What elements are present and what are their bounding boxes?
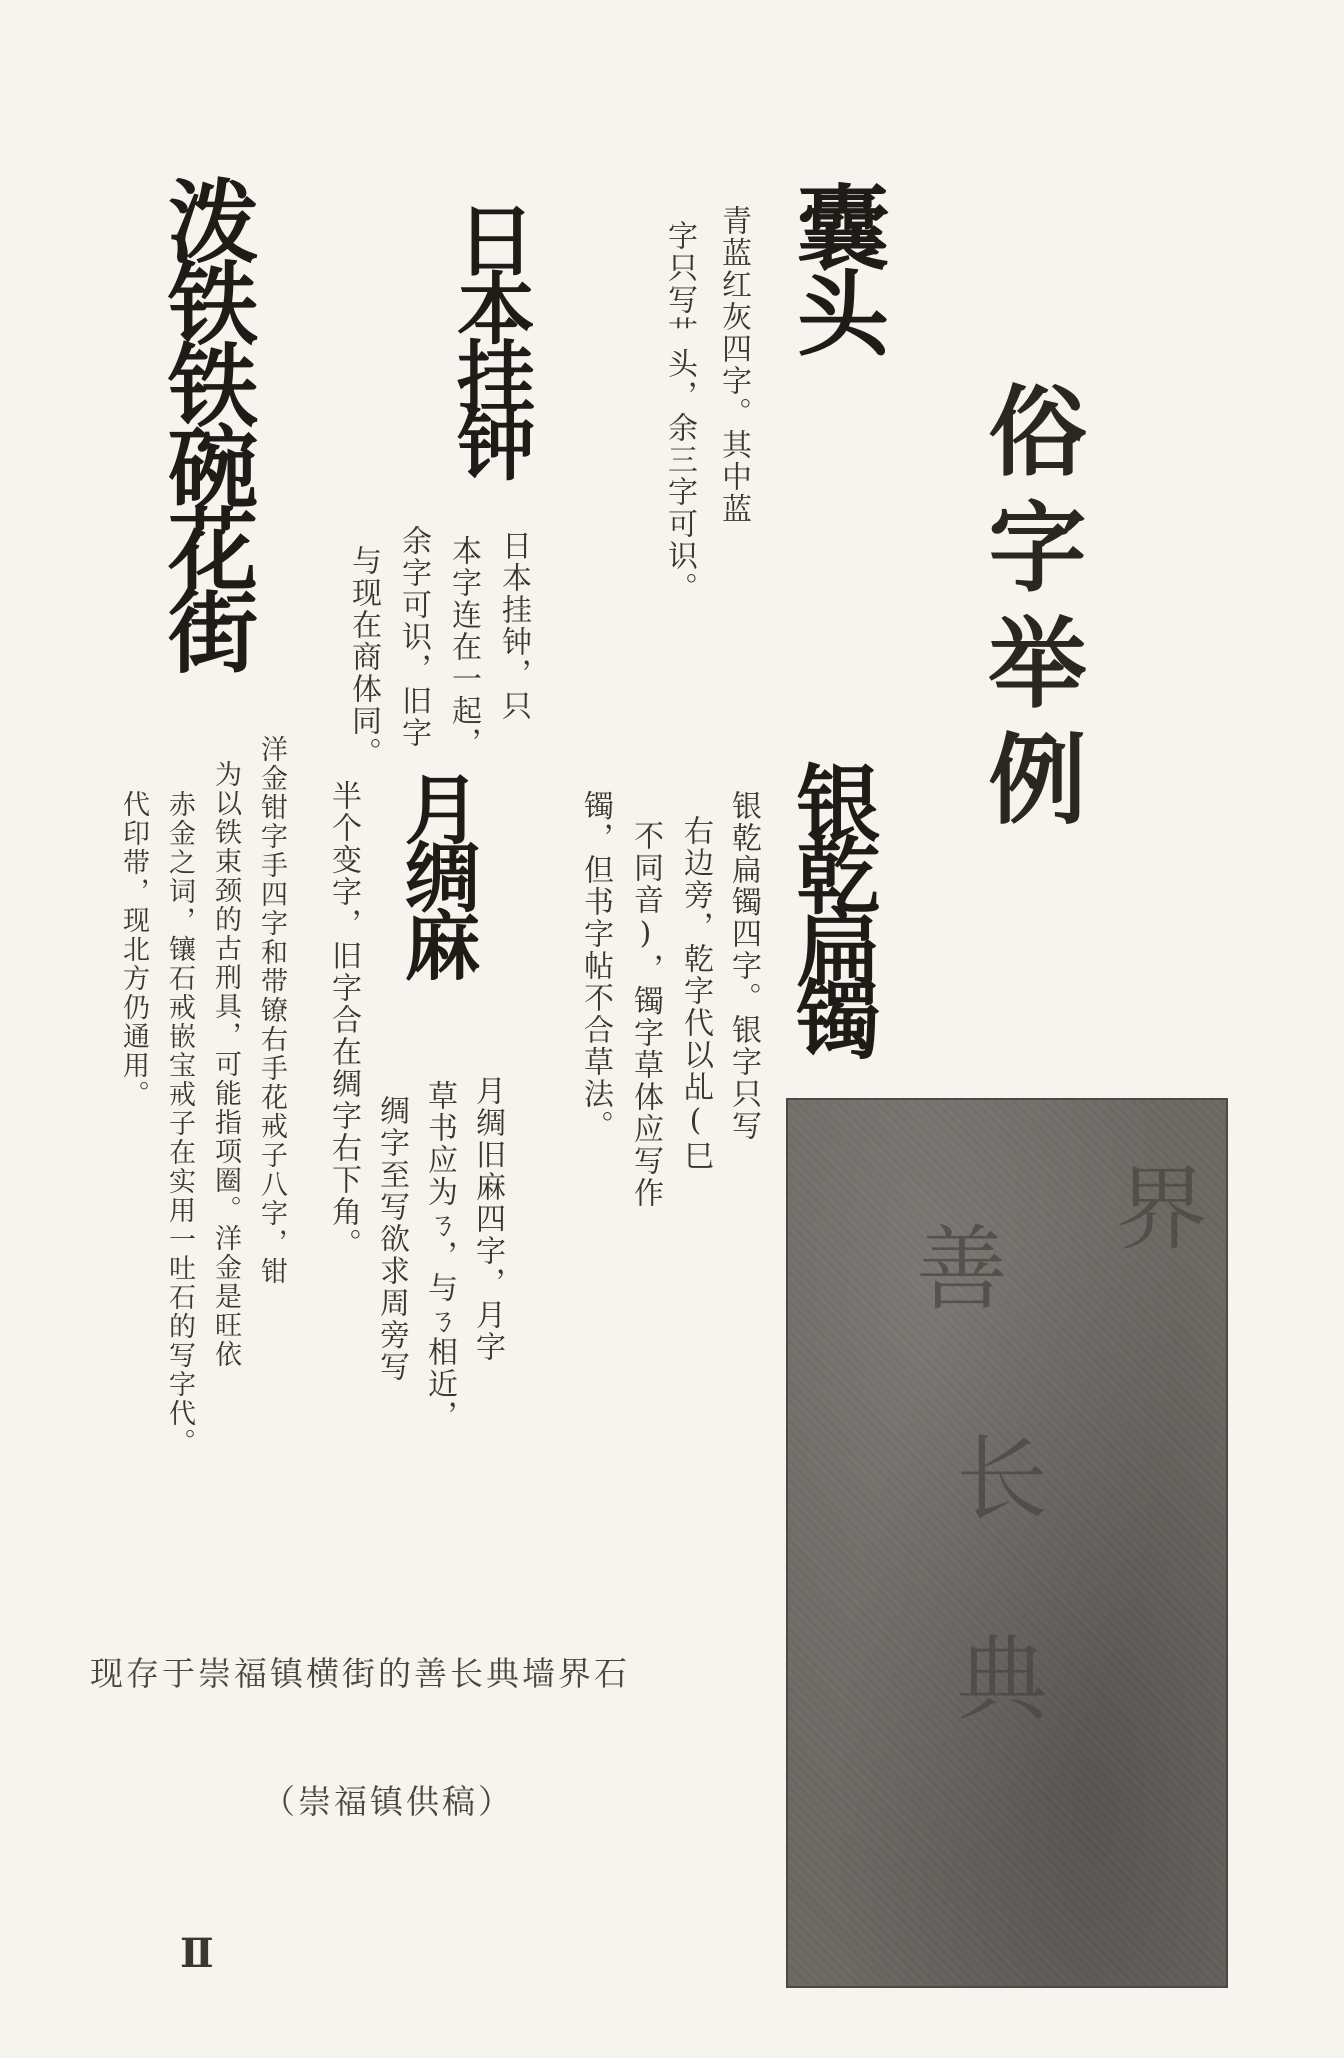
stone-char-2: 善 [901, 1220, 1008, 1336]
example-2-note-line-1: 日本挂钟，只 [496, 530, 531, 722]
example-2-note-line-2: 本字连在一起， [446, 535, 481, 759]
boundary-stone-photo [786, 1098, 1228, 1988]
example-4-note-line-4: 半个变字，旧字合在绸字右下角。 [326, 780, 361, 1260]
example-3-note-line-3: 赤金之词，镶石戒嵌宝戒子在实用一吐石的写字代。 [164, 790, 195, 1457]
example-3-note-line-1: 洋金钳字手四字和带镣右手花戒子八字，钳 [256, 735, 287, 1286]
example-5-note-line-4: 镯，但书字帖不合草法。 [578, 790, 613, 1142]
example-1-note-line-1: 青蓝红灰四字。其中蓝 [716, 205, 751, 525]
example-4-note-line-1: 月绸旧麻四字，月字 [470, 1075, 505, 1363]
example-2-note-line-4: 与现在商体同。 [346, 545, 381, 769]
example-3-glyph: 泼铁铁碗花街 [152, 175, 258, 667]
example-1-glyph: 囊头 [782, 180, 890, 352]
example-1-note-line-2: 字只写艹头，余三字可识。 [662, 220, 697, 604]
example-3-note-line-4: 代印带，现北方仍通用。 [118, 790, 149, 1109]
example-3-note-line-2: 为以铁束颈的古刑具，可能指项圈。洋金是旺依 [210, 760, 241, 1369]
example-5-note-line-1: 银乾扁镯四字。银字只写 [726, 790, 761, 1142]
example-4-glyph: 月绸麻 [392, 770, 481, 974]
page-number: Ⅱ [180, 1930, 214, 1977]
stone-char-3: 长 [941, 1430, 1048, 1546]
example-2-glyph: 日本挂钟 [444, 200, 535, 472]
example-4-note-line-2: 草书应为ㄋ，与ㄋ相近， [422, 1080, 457, 1432]
example-5-glyph: 银乾扁镯 [783, 760, 882, 1048]
photo-credit: （崇福镇供稿） [262, 1782, 514, 1821]
stone-char-1: 界 [1101, 1160, 1208, 1276]
example-2-note-line-3: 余字可识，旧字 [396, 525, 431, 749]
page-title: 俗字举例 [972, 380, 1087, 844]
example-5-note-line-2: 右边旁，乾字代以乩(巳 [678, 815, 713, 1172]
example-5-note-line-3: 不同音)，镯字草体应写作 [628, 820, 663, 1209]
photo-caption: 现存于崇福镇横街的善长典墙界石 [90, 1654, 630, 1693]
stone-char-4: 典 [941, 1630, 1048, 1746]
example-4-note-line-3: 绸字至写欲求周旁写 [374, 1095, 409, 1383]
